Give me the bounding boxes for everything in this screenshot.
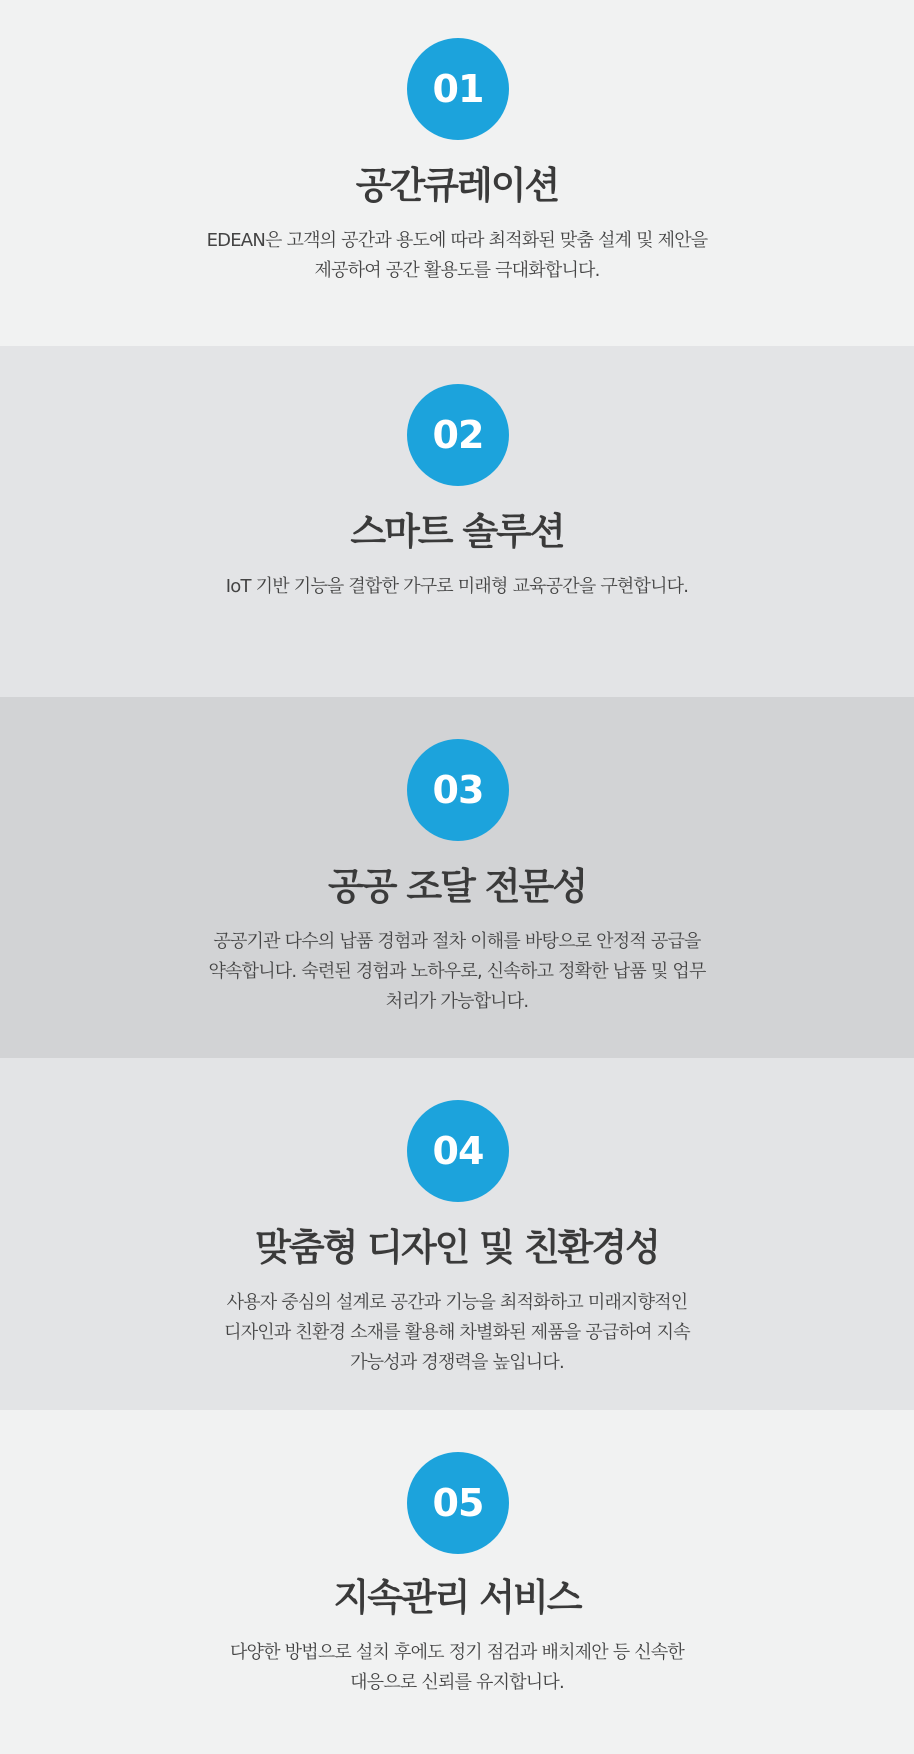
service-number-badge: 02 (407, 384, 509, 486)
service-title: 스마트 솔루션 (350, 510, 564, 553)
service-title: 지속관리 서비스 (333, 1576, 581, 1619)
service-number-badge: 05 (407, 1452, 509, 1554)
service-title: 공공 조달 전문성 (328, 865, 586, 908)
service-section-3 (0, 697, 914, 1058)
service-number-badge: 03 (407, 739, 509, 841)
service-title: 맞춤형 디자인 및 친환경성 (255, 1226, 659, 1269)
service-number-badge: 04 (407, 1100, 509, 1202)
service-section-5 (0, 1410, 914, 1754)
service-section-2 (0, 346, 914, 697)
service-title: 공간큐레이션 (355, 164, 559, 207)
service-section-1 (0, 0, 914, 346)
service-description: IoT 기반 기능을 결합한 가구로 미래형 교육공간을 구현합니다. (225, 576, 689, 597)
service-description: EDEAN은 고객의 공간과 용도에 따라 최적화된 맞춤 설계 및 제안을 제공하여 공간 활용도를 극대화합니다. (206, 230, 708, 281)
service-description: 공공기관 다수의 납품 경험과 절차 이해를 바탕으로 안정적 공급을 약속합니다. 숙련된 경험과 노하우로, 신속하고 정확한 납품 및 업무 처리가 가능합니다. (208, 931, 706, 1012)
service-section-4 (0, 1058, 914, 1410)
service-description: 사용자 중심의 설계로 공간과 기능을 최적화하고 미래지향적인 디자인과 친환경 소재를 활용해 차별화된 제품을 공급하여 지속 가능성과 경쟁력을 높입니다. (224, 1292, 690, 1373)
service-description: 다양한 방법으로 설치 후에도 정기 점검과 배치제안 등 신속한 대응으로 신뢰를 유지합니다. (229, 1642, 685, 1693)
service-number-badge: 01 (407, 38, 509, 140)
